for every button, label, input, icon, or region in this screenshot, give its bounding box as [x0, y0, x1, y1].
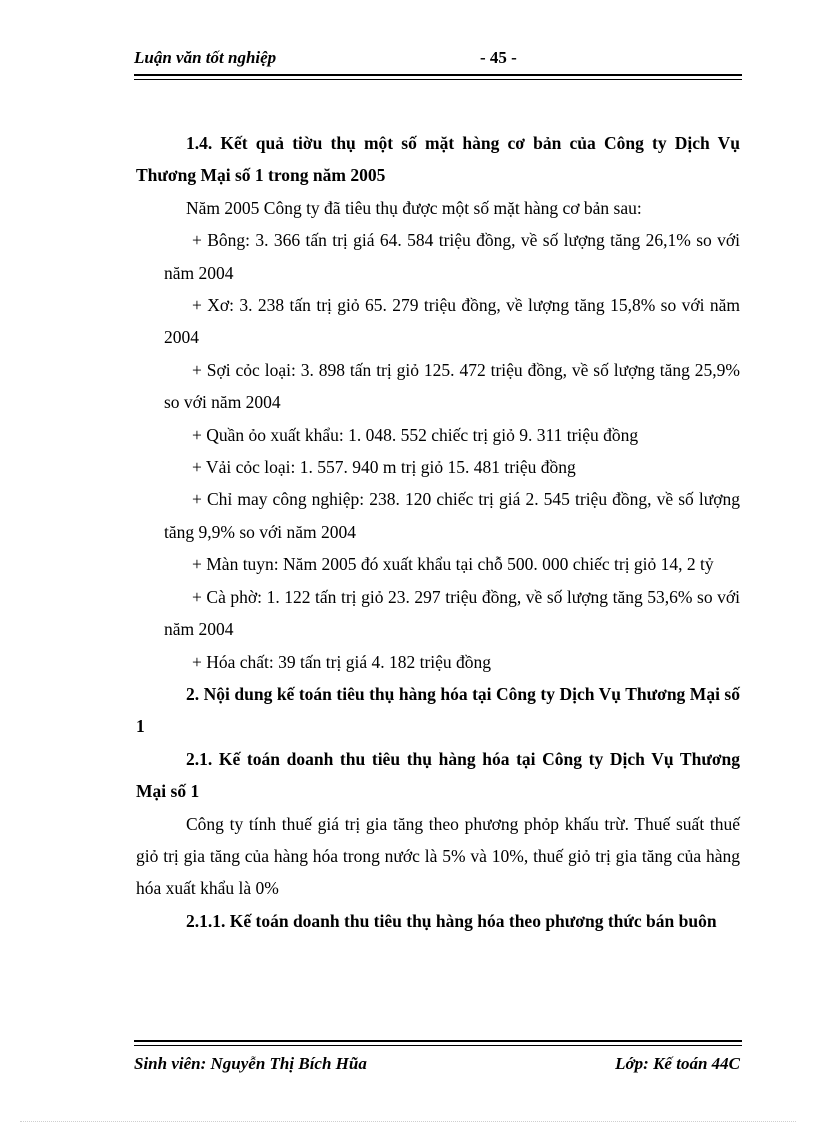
page-header	[134, 48, 740, 72]
list-item: + Cà phờ: 1. 122 tấn trị giỏ 23. 297 triệu đồng, về số lượng tăng 53,6% so với năm 2004	[164, 586, 740, 640]
list-item: + Sợi cỏc loại: 3. 898 tấn trị giỏ 125. 472 triệu đồng, về số lượng tăng 25,9% so với năm 2004	[164, 359, 740, 413]
footer-student: Sinh viên: Nguyễn Thị Bích Hũa	[134, 1054, 367, 1073]
list-item: + Bông: 3. 366 tấn trị giá 64. 584 triệu đồng, về số lượng tăng 26,1% so với năm 2004	[164, 230, 740, 283]
page-footer	[134, 1054, 740, 1078]
header-rule-top	[134, 74, 742, 76]
list-item: + Màn tuyn: Năm 2005 đó xuất khẩu tại chỗ 500. 000 chiếc trị giỏ 14, 2 tỷ	[192, 554, 714, 575]
list-item: + Quần ỏo xuất khẩu: 1. 048. 552 chiếc trị giỏ 9. 311 triệu đồng	[192, 424, 639, 445]
footer-rule-bottom	[134, 1045, 742, 1046]
tax-paragraph: Công ty tính thuế giá trị gia tăng theo phương phỏp khấu trừ. Thuế suất thuế giỏ trị gia tăng của hàng hóa trong nước là 5% và 10%, thuế giỏ trị gia tăng của hàng hóa xuất khẩu là 0%	[136, 813, 740, 899]
page-edge-divider	[20, 1121, 796, 1122]
page-number: - 45 -	[480, 48, 517, 67]
header-rule-bottom	[134, 79, 742, 80]
list-item: + Vải cỏc loại: 1. 557. 940 m trị giỏ 15. 481 triệu đồng	[192, 457, 576, 478]
section-heading-2-1: 2.1. Kế toán doanh thu tiêu thụ hàng hóa tại Công ty Dịch Vụ Thương Mại số 1	[136, 748, 740, 802]
intro-paragraph: Năm 2005 Công ty đã tiêu thụ được một số mặt hàng cơ bản sau:	[186, 197, 642, 218]
section-heading-1-4: 1.4. Kết quả tiờu thụ một số mặt hàng cơ bản của Công ty Dịch Vụ Thương Mại số 1 trong năm 2005	[136, 133, 740, 186]
page-content	[136, 127, 740, 937]
list-item: + Hóa chất: 39 tấn trị giá 4. 182 triệu đồng	[192, 651, 492, 672]
footer-class: Lớp: Kế toán 44C	[615, 1054, 740, 1073]
section-heading-2-1-1: 2.1.1. Kế toán doanh thu tiêu thụ hàng hóa theo phương thức bán buôn	[186, 910, 717, 931]
list-item: + Xơ: 3. 238 tấn trị giỏ 65. 279 triệu đồng, về lượng tăng 15,8% so với năm 2004	[164, 295, 740, 348]
footer-rule-top	[134, 1040, 742, 1042]
section-heading-2: 2. Nội dung kế toán tiêu thụ hàng hóa tại Công ty Dịch Vụ Thương Mại số 1	[136, 683, 740, 737]
header-title: Luận văn tốt nghiệp	[134, 48, 277, 67]
list-item: + Chỉ may công nghiệp: 238. 120 chiếc trị giá 2. 545 triệu đồng, về số lượng tăng 9,9% so với năm 2004	[164, 489, 740, 542]
